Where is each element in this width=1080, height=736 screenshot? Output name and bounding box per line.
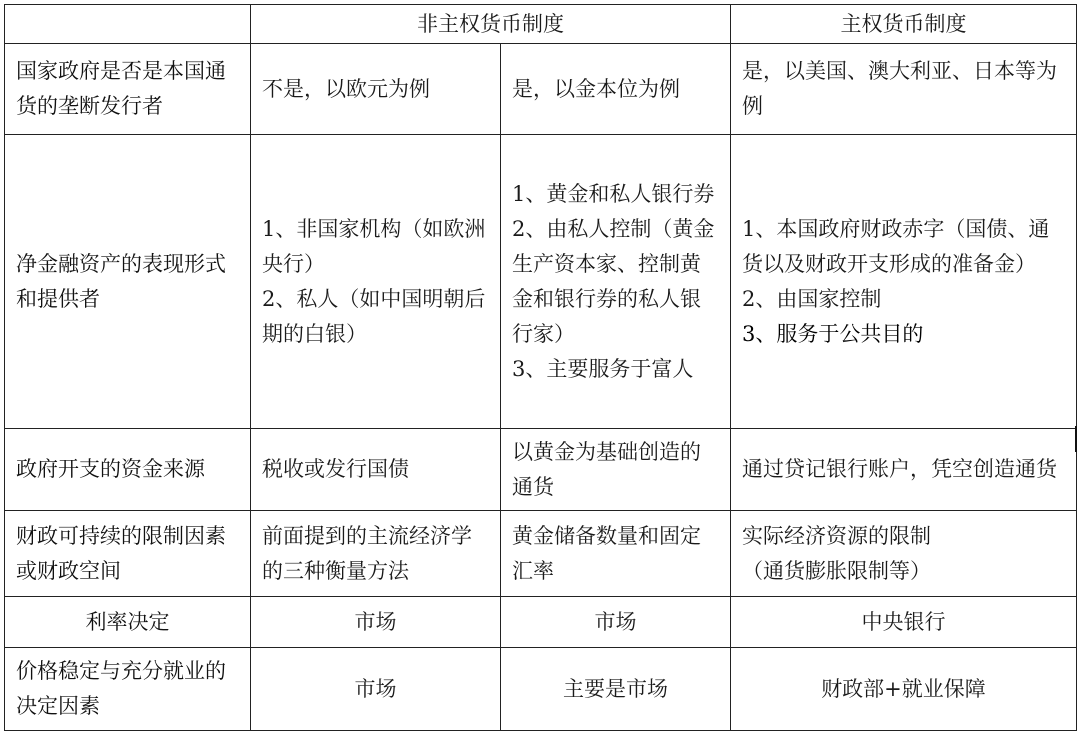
- cell-sovereign: 通过贷记银行账户，凭空创造通货: [731, 429, 1077, 511]
- row-label-monopoly-issuer: 国家政府是否是本国通货的垄断发行者: [5, 44, 251, 135]
- table-row: [5, 597, 1077, 648]
- cell-non-sovereign-gold: [501, 135, 731, 429]
- cell-non-sovereign-gold: 市场: [501, 597, 731, 648]
- table-row: [5, 44, 1077, 135]
- table-row: [5, 135, 1077, 429]
- list-item: 实际经济资源的限制: [742, 523, 931, 548]
- table-row: [5, 429, 1077, 511]
- cell-non-sovereign-euro: [251, 135, 501, 429]
- comparison-table-page: [4, 4, 1076, 732]
- row-label-spending-source: 政府开支的资金来源: [5, 429, 251, 511]
- cell-non-sovereign-euro: 税收或发行国债: [251, 429, 501, 511]
- cell-non-sovereign-gold: 以黄金为基础创造的通货: [501, 429, 731, 511]
- cell-non-sovereign-gold: 黄金储备数量和固定汇率: [501, 511, 731, 597]
- header-non-sovereign: 非主权货币制度: [251, 5, 731, 44]
- list-item: （通货膨胀限制等）: [742, 558, 931, 583]
- row-label-fiscal-space: 财政可持续的限制因素或财政空间: [5, 511, 251, 597]
- header-corner-cell: [5, 5, 251, 44]
- list-item: 1、非国家机构（如欧洲央行）: [262, 216, 486, 276]
- text-cursor-mark: [1075, 426, 1077, 452]
- row-label-net-financial-assets: 净金融资产的表现形式和提供者: [5, 135, 251, 429]
- cell-sovereign: [731, 511, 1077, 597]
- cell-sovereign: 财政部+就业保障: [731, 648, 1077, 731]
- list-item: 2、私人（如中国明朝后期的白银）: [262, 286, 486, 346]
- list-item: 3、服务于公共目的: [742, 321, 924, 346]
- list-item: 1、黄金和私人银行券: [512, 181, 715, 206]
- list-item: 2、由私人控制（黄金生产资本家、控制黄金和银行券的私人银行家）: [512, 216, 715, 346]
- cell-non-sovereign-euro: 前面提到的主流经济学的三种衡量方法: [251, 511, 501, 597]
- cell-sovereign: [731, 135, 1077, 429]
- row-label-interest-rate: 利率决定: [5, 597, 251, 648]
- table-row: [5, 511, 1077, 597]
- header-row: [5, 5, 1077, 44]
- row-label-price-stability: 价格稳定与充分就业的决定因素: [5, 648, 251, 731]
- cell-sovereign: 中央银行: [731, 597, 1077, 648]
- header-sovereign: 主权货币制度: [731, 5, 1077, 44]
- cell-non-sovereign-euro: 市场: [251, 597, 501, 648]
- table-row: [5, 648, 1077, 731]
- cell-non-sovereign-euro: 市场: [251, 648, 501, 731]
- cell-sovereign: 是，以美国、澳大利亚、日本等为例: [731, 44, 1077, 135]
- list-item: 1、本国政府财政赤字（国债、通货以及财政开支形成的准备金）: [742, 216, 1050, 276]
- cell-non-sovereign-gold: 是，以金本位为例: [501, 44, 731, 135]
- cell-non-sovereign-gold: 主要是市场: [501, 648, 731, 731]
- list-item: 3、主要服务于富人: [512, 356, 694, 381]
- cell-non-sovereign-euro: 不是，以欧元为例: [251, 44, 501, 135]
- monetary-system-comparison-table: [4, 4, 1077, 731]
- list-item: 2、由国家控制: [742, 286, 882, 311]
